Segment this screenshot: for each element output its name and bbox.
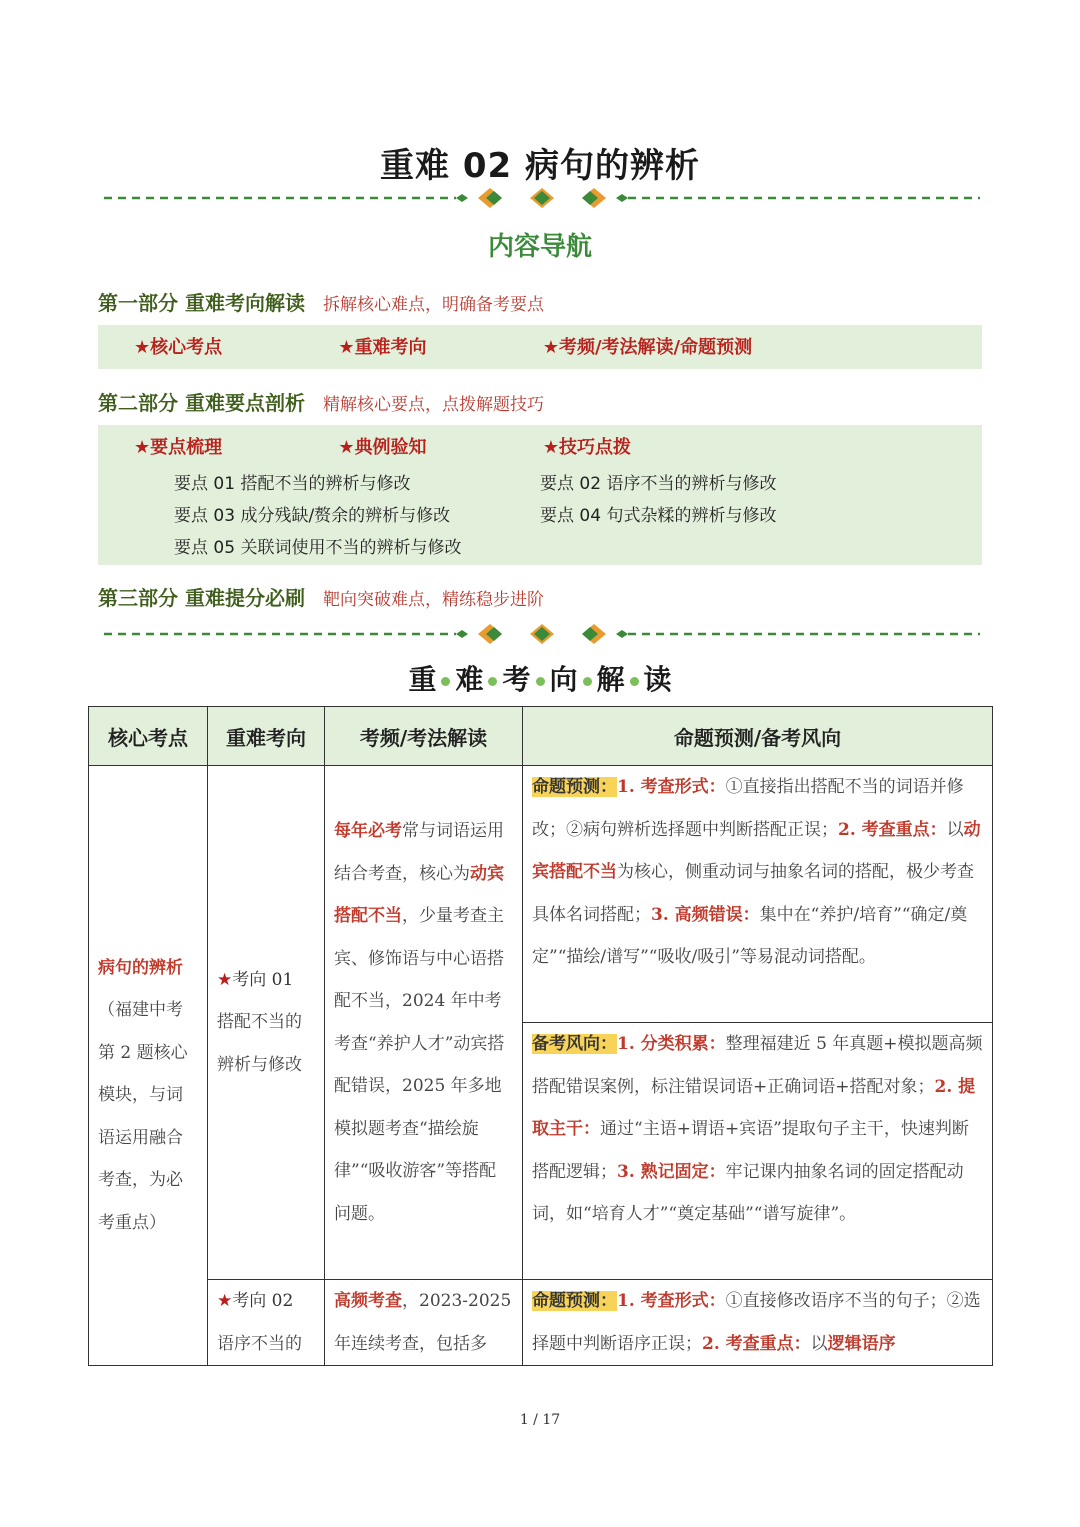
frequency-cell: 每年必考常与词语运用结合考查，核心为动宾搭配不当，少量考查主宾、修饰语与中心语搭配不当，2024 年中考考查“养护人才”动宾搭配错误，2025 年多地模拟题考查“描绘旋律”“吸收游客”等搭配问题。 xyxy=(325,766,523,1280)
column-header: 重难考向 xyxy=(208,707,325,766)
part-1-box xyxy=(98,325,982,369)
star-icon: ★ xyxy=(217,969,233,990)
part-3-label: 第三部分 重难提分必刷 xyxy=(98,586,305,610)
table-row xyxy=(89,766,993,1023)
key-point-item: 要点 02 语序不当的辨析与修改 xyxy=(540,474,777,494)
frequency-cell: 高频考查，2023-2025 年连续考查，包括多 xyxy=(325,1280,523,1366)
direction-cell xyxy=(208,766,325,1280)
prediction-tag: 命题预测： xyxy=(532,1291,617,1311)
table-header-row xyxy=(89,707,993,766)
table-row xyxy=(89,1280,993,1366)
preparation-cell: 备考风向：1. 分类积累：整理福建近 5 年真题+模拟题高频搭配错误案例，标注错误词语+正确词语+搭配对象；2. 提取主干：通过“主语+谓语+宾语”提取句子主干，快速判断搭配逻辑；3. 熟记固定：牢记课内抽象名词的固定搭配动词，如“培育人才”“奠定基础”“谱写旋律”。 xyxy=(523,1023,993,1280)
prediction-cell: 命题预测：1. 考查形式：①直接指出搭配不当的词语并修改；②病句辨析选择题中判断搭配正误；2. 考查重点：以动宾搭配不当为核心，侧重动词与抽象名词的搭配，极少考查具体名词搭配；3. 高频错误：集中在“养护/培育”“确定/奠定”“描绘/谱写”“吸收/吸引”等易混动词搭配。 xyxy=(523,766,993,1023)
decorative-divider xyxy=(104,624,980,644)
part-1-stars xyxy=(134,333,752,359)
column-header: 核心考点 xyxy=(89,707,208,766)
direction-cell xyxy=(208,1280,325,1366)
part-1-heading xyxy=(98,287,544,316)
part-2-box xyxy=(98,425,982,565)
star-item: ★要点梳理 xyxy=(134,437,223,458)
key-point-item: 要点 05 关联词使用不当的辨析与修改 xyxy=(174,538,462,558)
page-title: 重难 02 病句的辨析 xyxy=(380,146,700,186)
star-item: ★核心考点 xyxy=(134,337,223,358)
star-item: ★考频/考法解读/命题预测 xyxy=(542,337,753,358)
preparation-tag: 备考风向： xyxy=(532,1034,617,1054)
part-2-heading xyxy=(98,387,544,416)
key-point-item: 要点 04 句式杂糅的辨析与修改 xyxy=(540,506,777,526)
page-number: 1 / 17 xyxy=(519,1412,561,1428)
part-2-label: 第二部分 重难要点剖析 xyxy=(98,391,305,415)
part-2-desc: 精解核心要点，点拨解题技巧 xyxy=(322,395,544,415)
part-2-stars xyxy=(134,433,631,459)
direction-name: 搭配不当的辨析与修改 xyxy=(217,1012,302,1075)
core-cell xyxy=(89,766,208,1366)
core-note: （福建中考第 2 题核心模块，与词语运用融合考查，为必考重点） xyxy=(98,1000,188,1233)
star-item: ★技巧点拨 xyxy=(542,437,631,458)
direction-name: 语序不当的 xyxy=(217,1333,302,1354)
star-icon: ★ xyxy=(217,1291,233,1311)
core-name: 病句的辨析 xyxy=(98,957,183,978)
star-item: ★典例验知 xyxy=(338,437,427,458)
prediction-tag: 命题预测： xyxy=(532,777,617,797)
column-header: 命题预测/备考风向 xyxy=(523,707,993,766)
part-3-desc: 靶向突破难点，精练稳步进阶 xyxy=(322,590,544,610)
nav-title: 内容导航 xyxy=(487,232,592,262)
star-item: ★重难考向 xyxy=(338,337,427,358)
analysis-table xyxy=(88,706,993,1366)
part-1-desc: 拆解核心难点，明确备考要点 xyxy=(322,295,544,315)
section-title: 重 难 考 向 解 读 xyxy=(408,663,672,696)
column-header: 考频/考法解读 xyxy=(325,707,523,766)
part-3-heading xyxy=(98,582,544,611)
key-point-item: 要点 03 成分残缺/赘余的辨析与修改 xyxy=(174,506,451,526)
key-point-item: 要点 01 搭配不当的辨析与修改 xyxy=(174,474,411,494)
direction-title: 考向 02 xyxy=(232,1291,294,1311)
part-1-label: 第一部分 重难考向解读 xyxy=(98,291,305,315)
direction-title: 考向 01 xyxy=(232,969,294,990)
prediction-cell: 命题预测：1. 考查形式：①直接修改语序不当的句子；②选择题中判断语序正误；2. 考查重点：以逻辑语序 xyxy=(523,1280,993,1366)
decorative-divider xyxy=(104,188,980,208)
